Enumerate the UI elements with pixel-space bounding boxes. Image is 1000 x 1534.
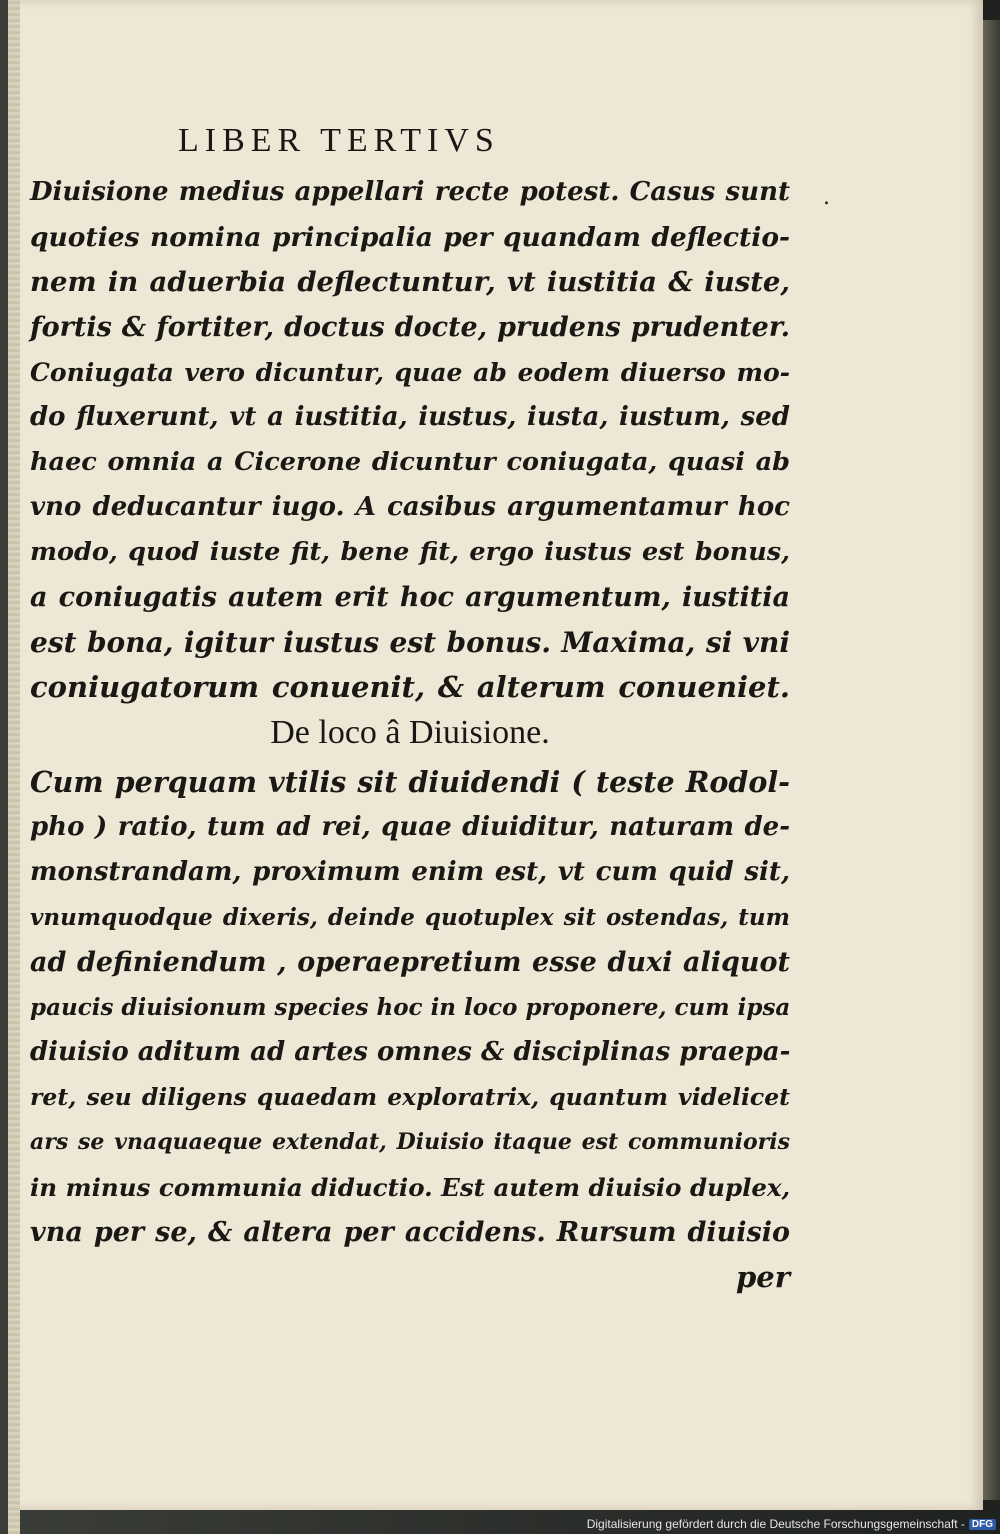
text-line: fortis & fortiter, doctus docte, prudens prudenter. <box>30 312 790 343</box>
text-line: vno deducantur iugo. A casibus argumentamur hoc <box>30 492 790 522</box>
catchword: per <box>735 1260 790 1294</box>
text-block <box>30 170 790 1300</box>
text-line: diuisio aditum ad artes omnes & disciplinas praepa- <box>30 1037 791 1067</box>
text-line: paucis diuisionum species hoc in loco proponere, cum ipsa <box>30 994 791 1021</box>
text-line: ret, seu diligens quaedam exploratrix, quantum videlicet <box>30 1083 790 1111</box>
text-line: a coniugatis autem erit hoc argumentum, iustitia <box>30 582 790 613</box>
credit-text: Digitalisierung gefördert durch die Deutsche Forschungsgemeinschaft - <box>586 1517 965 1531</box>
text-line: Coniugata vero dicuntur, quae ab eodem diuerso mo- <box>30 358 790 387</box>
digitization-credit <box>587 1517 996 1531</box>
text-line: in minus communia diductio. Est autem diuisio duplex, <box>30 1173 791 1202</box>
text-line: monstrandam, proximum enim est, vt cum quid sit, <box>30 857 790 887</box>
text-line: Cum perquam vtilis sit diuidendi ( teste Rodol- <box>30 765 790 799</box>
text-line: haec omnia a Cicerone dicuntur coniugata, quasi ab <box>30 447 790 477</box>
running-head: LIBER TERTIVS <box>178 122 500 159</box>
dfg-logo: DFG <box>969 1519 996 1530</box>
page-left-edge <box>8 0 20 1534</box>
text-line: vna per se, & altera per accidens. Rursum diuisio <box>30 1217 790 1248</box>
text-line: nem in aduerbia deflectuntur, vt iustitia & iuste, <box>30 266 790 298</box>
text-line: do fluxerunt, vt a iustitia, iustus, iusta, iustum, sed <box>30 402 790 432</box>
book-fore-edge <box>983 20 1000 1500</box>
text-line: modo, quod iuste fit, bene fit, ergo iustus est bonus, <box>30 537 790 567</box>
book-page <box>8 0 983 1510</box>
text-line: pho ) ratio, tum ad rei, quae diuiditur, naturam de- <box>30 812 790 842</box>
text-line: coniugatorum conuenit, & alterum conueniet. <box>30 670 790 704</box>
text-line: est bona, igitur iustus est bonus. Maxima, si vni <box>30 626 790 659</box>
margin-mark: . <box>823 185 830 210</box>
text-line: Diuisione medius appellari recte potest. Casus sunt <box>30 177 790 207</box>
section-heading: De loco â Diuisione. <box>270 714 550 751</box>
text-line: vnumquodque dixeris, deinde quotuplex sit ostendas, tum <box>30 904 790 931</box>
text-line: ars se vnaquaeque extendat, Diuisio itaque est communioris <box>30 1129 790 1155</box>
text-line: quoties nomina principalia per quandam deflectio- <box>30 222 790 253</box>
text-line: ad definiendum , operaepretium esse duxi aliquot <box>30 947 790 978</box>
